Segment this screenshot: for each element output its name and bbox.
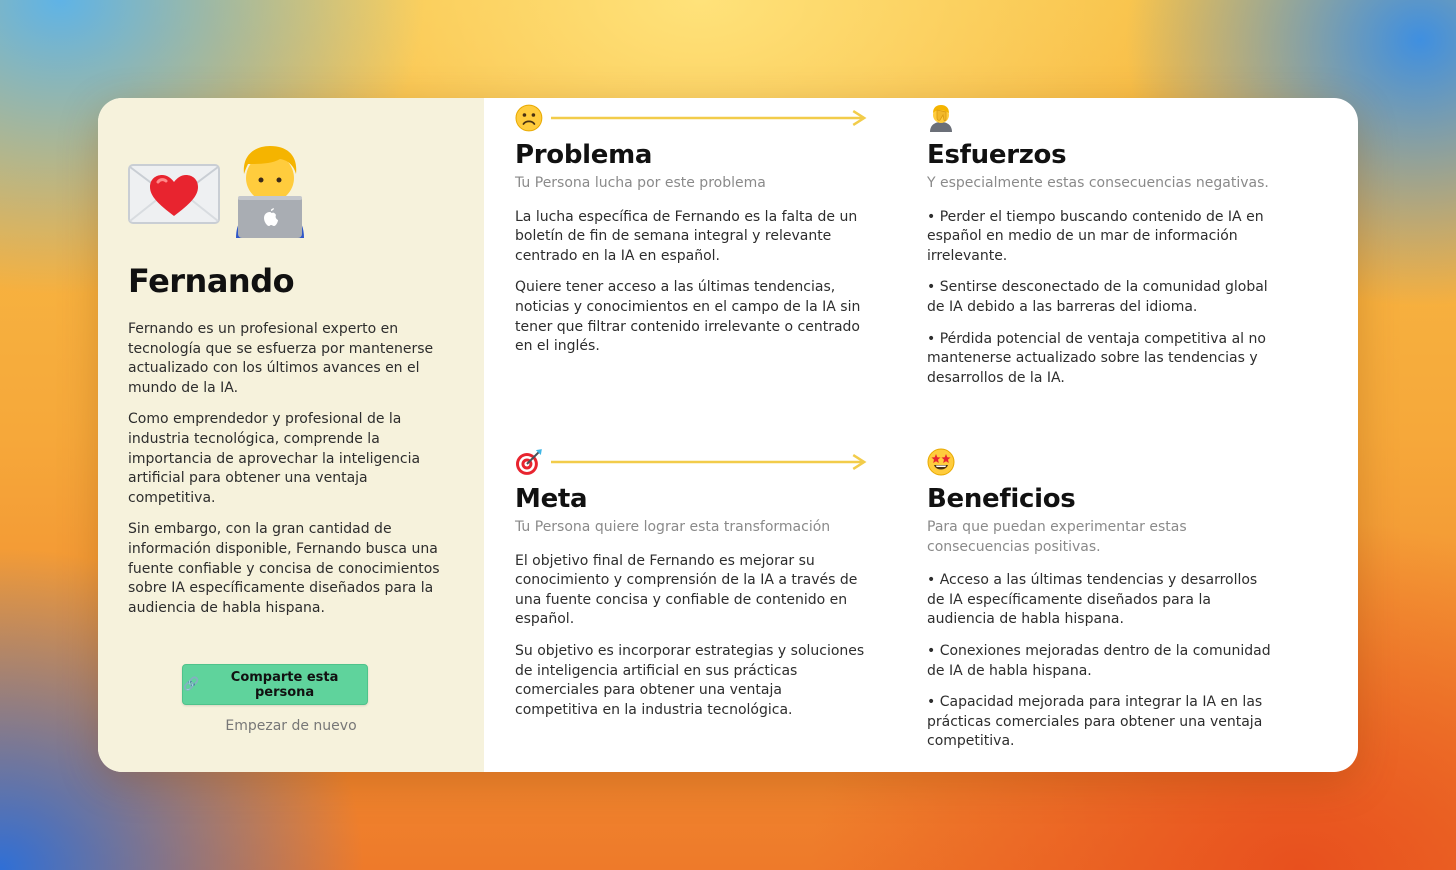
star-struck-icon [927,448,955,476]
arrow-icon [551,110,867,126]
direct-hit-icon [515,448,543,476]
technologist-icon [228,142,312,238]
frowning-face-icon [515,104,543,132]
goal-section [515,446,867,732]
link-icon: 🔗 [183,677,200,692]
efforts-title: Esfuerzos [927,140,1067,170]
problem-title: Problema [515,140,653,170]
benefits-item: • Acceso a las últimas tendencias y desarrollos de IA específicamente diseñados para la audiencia de habla hispana. [927,572,1258,628]
efforts-section [927,102,1279,400]
persona-emoji-row [128,142,454,238]
goal-paragraph: El objetivo final de Fernando es mejorar su conocimiento y comprensión de la IA a través de una fuente concisa y confiable de contenido en español. [515,552,858,628]
love-letter-icon [128,164,220,224]
efforts-item: • Pérdida potencial de ventaja competitiva al no mantenerse actualizado sobre las tendencias y desarrollos de la IA. [927,330,1266,386]
bio-paragraph: Como emprendedor y profesional de la industria tecnológica, comprende la importancia de aprovechar la inteligencia artificial para obtener una ventaja competitiva. [128,411,421,506]
persona-details [484,98,1358,772]
restart-link[interactable]: Empezar de nuevo [225,718,357,734]
problem-paragraph: Quiere tener acceso a las últimas tendencias, noticias y conocimientos en el campo de la IA sin tener que filtrar contenido irrelevante o centrado en el inglés. [515,279,861,355]
facepalm-icon [927,104,955,132]
problem-section [515,102,867,369]
problem-subtitle: Tu Persona lucha por este problema [515,175,766,191]
efforts-subtitle: Y especialmente estas consecuencias negativas. [927,175,1269,191]
persona-name: Fernando [128,262,295,300]
goal-paragraph: Su objetivo es incorporar estrategias y soluciones de inteligencia artificial en sus prácticas comerciales para obtener una ventaja competitiva en la industria tecnológica. [515,642,865,718]
benefits-title: Beneficios [927,484,1076,514]
bio-paragraph: Sin embargo, con la gran cantidad de información disponible, Fernando busca una fuente confiable y concisa de conocimientos sobre IA específicamente diseñados para la audiencia de habla hispana. [128,521,440,616]
share-persona-label: Comparte esta persona [230,669,339,700]
persona-bio [128,320,454,618]
benefits-subtitle: Para que puedan experimentar estas consecuencias positivas. [927,519,1187,555]
goal-title: Meta [515,484,588,514]
efforts-item: • Sentirse desconectado de la comunidad global de IA debido a las barreras del idioma. [927,279,1268,315]
persona-card [98,98,1358,772]
problem-paragraph: La lucha específica de Fernando es la falta de un boletín de fin de semana integral y relevante centrado en la IA en español. [515,208,858,264]
efforts-item: • Perder el tiempo buscando contenido de IA en español en medio de un mar de información irrelevante. [927,208,1264,264]
benefits-section [927,446,1279,764]
arrow-icon [551,454,867,470]
benefits-item: • Conexiones mejoradas dentro de la comunidad de IA de habla hispana. [927,642,1271,679]
persona-panel [98,98,484,772]
goal-subtitle: Tu Persona quiere lograr esta transformación [515,519,831,535]
benefits-item: • Capacidad mejorada para integrar la IA en las prácticas comerciales para obtener una ventaja competitiva. [927,694,1263,750]
bio-paragraph: Fernando es un profesional experto en tecnología que se esfuerza por mantenerse actualizado con los últimos avances en el mundo de la IA. [128,321,434,396]
share-persona-button[interactable] [182,664,368,705]
